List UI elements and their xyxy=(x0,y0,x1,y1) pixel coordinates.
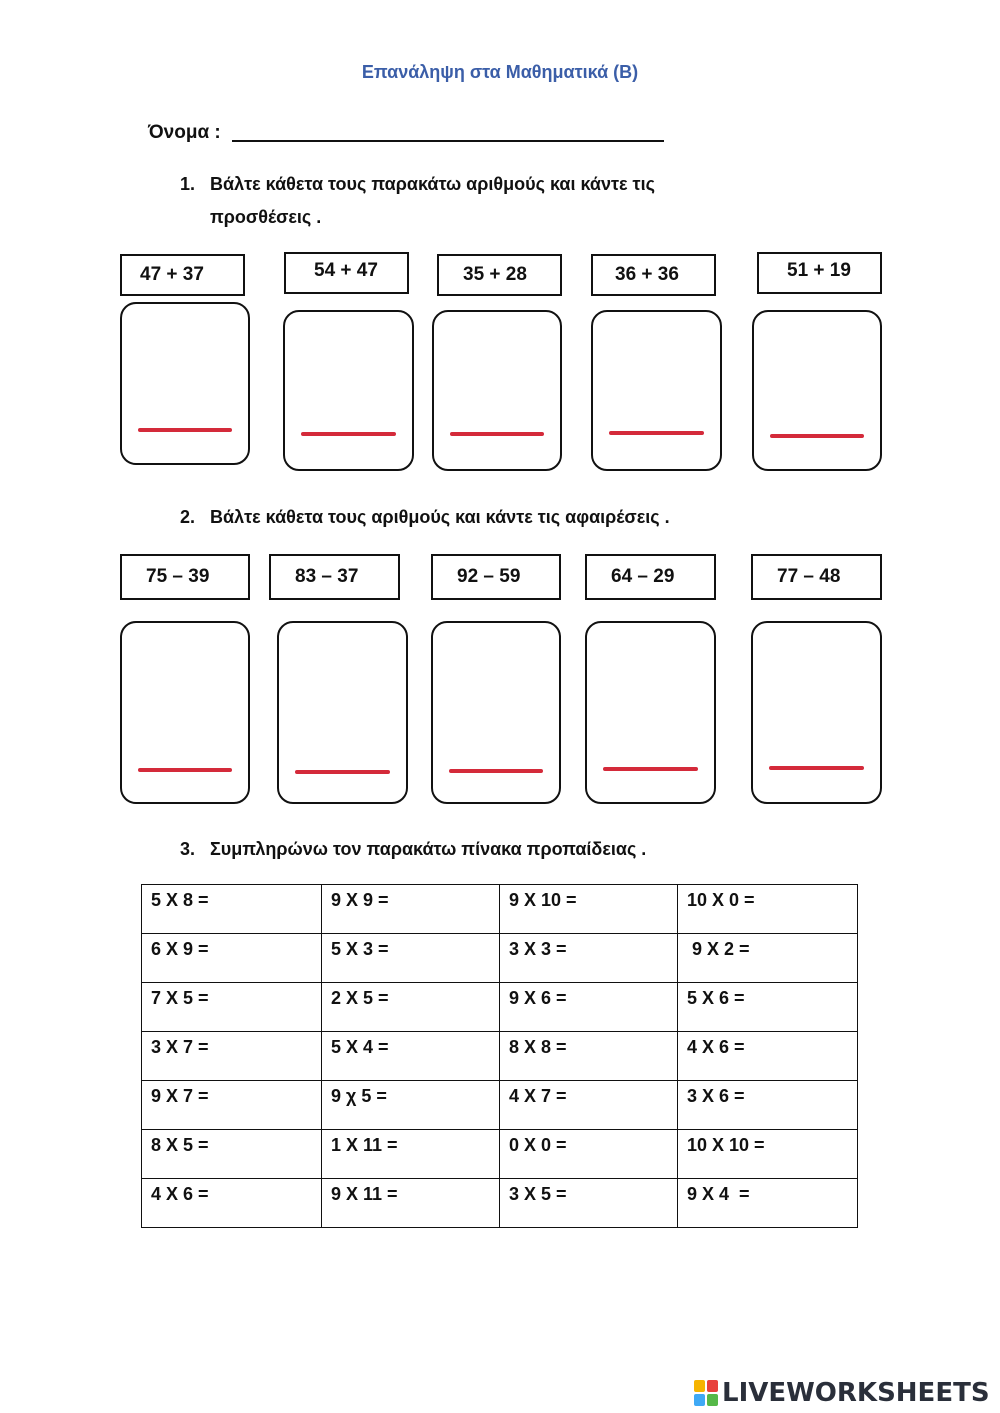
subtraction-exercise-label: 92 – 59 xyxy=(457,566,521,587)
multiplication-cell[interactable]: 9 X 6 = xyxy=(500,983,678,1032)
multiplication-cell[interactable]: 4 X 6 = xyxy=(678,1032,858,1081)
subtraction-answer-box[interactable] xyxy=(431,621,561,804)
question-3-number: 3. xyxy=(180,839,196,859)
multiplication-cell[interactable]: 3 X 3 = xyxy=(500,934,678,983)
addition-exercise-label: 47 + 37 xyxy=(140,264,204,285)
addition-exercise-label: 36 + 36 xyxy=(615,264,679,285)
addition-exercise-label: 54 + 47 xyxy=(314,260,378,281)
multiplication-cell[interactable]: 6 X 9 = xyxy=(142,934,322,983)
liveworksheets-logo-icon xyxy=(694,1380,718,1406)
multiplication-cell[interactable]: 2 X 5 = xyxy=(322,983,500,1032)
logo-square xyxy=(694,1380,705,1392)
answer-underline xyxy=(450,432,544,436)
question-3-text: Συμπληρώνω τον παρακάτω πίνακα προπαίδειας . xyxy=(210,839,647,859)
addition-answer-box[interactable] xyxy=(591,310,722,471)
subtraction-exercise-box xyxy=(120,554,250,600)
page-title: Επανάληψη στα Μαθηματικά (Β) xyxy=(361,62,639,82)
name-label: Όνομα : xyxy=(148,122,221,143)
answer-underline xyxy=(138,768,232,772)
answer-underline xyxy=(609,431,704,435)
subtraction-exercise-label: 83 – 37 xyxy=(295,566,359,587)
addition-answer-box[interactable] xyxy=(752,310,882,471)
multiplication-cell[interactable]: 10 X 10 = xyxy=(678,1130,858,1179)
addition-exercise-box xyxy=(284,252,409,294)
addition-exercise-label: 35 + 28 xyxy=(463,264,527,285)
subtraction-answer-box[interactable] xyxy=(120,621,250,804)
addition-exercise-label: 51 + 19 xyxy=(787,260,851,281)
addition-answer-box[interactable] xyxy=(432,310,562,471)
table-row xyxy=(142,1130,858,1179)
subtraction-exercise-box xyxy=(585,554,716,600)
answer-underline xyxy=(295,770,390,774)
question-3 xyxy=(180,833,646,866)
multiplication-cell[interactable]: 8 X 8 = xyxy=(500,1032,678,1081)
answer-underline xyxy=(449,769,543,773)
question-1-number: 1. xyxy=(180,174,196,194)
question-2-text: Βάλτε κάθετα τους αριθμούς και κάντε τις αφαιρέσεις . xyxy=(210,507,670,527)
subtraction-exercise-label: 77 – 48 xyxy=(777,566,841,587)
multiplication-cell[interactable]: 4 X 7 = xyxy=(500,1081,678,1130)
question-2-number: 2. xyxy=(180,507,196,527)
multiplication-cell[interactable]: 5 X 3 = xyxy=(322,934,500,983)
multiplication-cell[interactable]: 5 X 8 = xyxy=(142,885,322,934)
addition-exercise-box xyxy=(120,254,245,296)
subtraction-exercise-box xyxy=(431,554,561,600)
subtraction-exercise-label: 64 – 29 xyxy=(611,566,675,587)
multiplication-table xyxy=(141,884,858,1228)
answer-underline xyxy=(301,432,396,436)
multiplication-cell[interactable]: 5 X 4 = xyxy=(322,1032,500,1081)
addition-exercise-box xyxy=(591,254,716,296)
subtraction-exercise-label: 75 – 39 xyxy=(146,566,210,587)
liveworksheets-logo xyxy=(694,1376,990,1410)
subtraction-exercise-box xyxy=(269,554,400,600)
question-1 xyxy=(180,168,655,234)
multiplication-cell[interactable]: 10 X 0 = xyxy=(678,885,858,934)
multiplication-cell[interactable]: 9 X 11 = xyxy=(322,1179,500,1228)
liveworksheets-logo-text: LIVEWORKSHEETS xyxy=(722,1378,990,1408)
table-row xyxy=(142,885,858,934)
answer-underline xyxy=(769,766,864,770)
table-row xyxy=(142,1081,858,1130)
name-row xyxy=(148,122,664,144)
addition-exercise-box xyxy=(757,252,882,294)
answer-underline xyxy=(138,428,232,432)
table-row xyxy=(142,1032,858,1081)
logo-square xyxy=(707,1380,718,1392)
multiplication-cell[interactable]: 3 X 6 = xyxy=(678,1081,858,1130)
multiplication-cell[interactable]: 1 X 11 = xyxy=(322,1130,500,1179)
subtraction-answer-box[interactable] xyxy=(277,621,408,804)
subtraction-answer-box[interactable] xyxy=(751,621,882,804)
addition-exercise-box xyxy=(437,254,562,296)
addition-answer-box[interactable] xyxy=(120,302,250,465)
multiplication-cell[interactable]: 4 X 6 = xyxy=(142,1179,322,1228)
question-1-text-line1: Βάλτε κάθετα τους παρακάτω αριθμούς και κάντε τις xyxy=(210,174,655,194)
multiplication-cell[interactable]: 9 X 2 = xyxy=(678,934,858,983)
table-row xyxy=(142,934,858,983)
table-row xyxy=(142,983,858,1032)
multiplication-cell[interactable]: 8 X 5 = xyxy=(142,1130,322,1179)
multiplication-cell[interactable]: 9 X 7 = xyxy=(142,1081,322,1130)
question-1-text-line2: προσθέσεις . xyxy=(210,207,322,227)
multiplication-cell[interactable]: 3 X 5 = xyxy=(500,1179,678,1228)
multiplication-cell[interactable]: 0 X 0 = xyxy=(500,1130,678,1179)
multiplication-cell[interactable]: 7 X 5 = xyxy=(142,983,322,1032)
table-row xyxy=(142,1179,858,1228)
logo-square xyxy=(707,1394,718,1406)
logo-square xyxy=(694,1394,705,1406)
multiplication-cell[interactable]: 9 X 9 = xyxy=(322,885,500,934)
multiplication-cell[interactable]: 3 X 7 = xyxy=(142,1032,322,1081)
multiplication-cell[interactable]: 9 X 4 = xyxy=(678,1179,858,1228)
subtraction-answer-box[interactable] xyxy=(585,621,716,804)
answer-underline xyxy=(770,434,864,438)
name-input-line[interactable] xyxy=(232,140,664,142)
multiplication-cell[interactable]: 9 χ 5 = xyxy=(322,1081,500,1130)
multiplication-cell[interactable]: 9 X 10 = xyxy=(500,885,678,934)
addition-answer-box[interactable] xyxy=(283,310,414,471)
answer-underline xyxy=(603,767,698,771)
subtraction-exercise-box xyxy=(751,554,882,600)
question-2 xyxy=(180,501,670,534)
multiplication-cell[interactable]: 5 X 6 = xyxy=(678,983,858,1032)
